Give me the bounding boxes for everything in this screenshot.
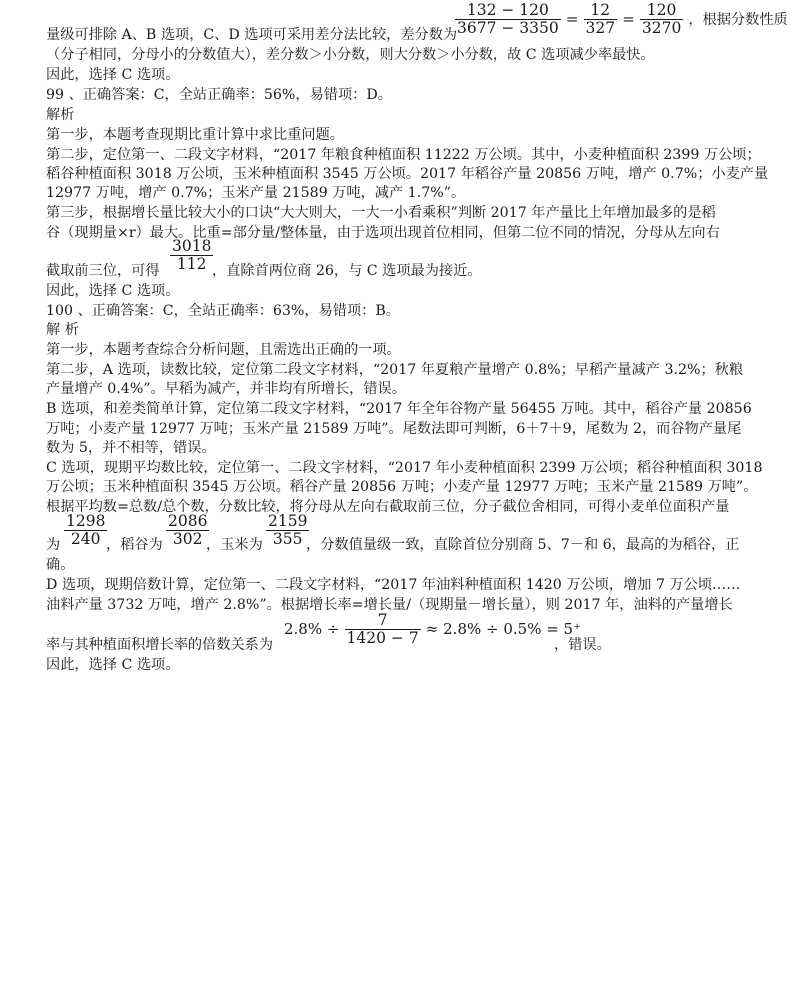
denominator: 302: [172, 530, 203, 548]
fraction: [640, 2, 683, 37]
denominator: 112: [176, 255, 207, 273]
section-heading: 解 析: [46, 322, 79, 338]
text-line: 因此，选择 C 选项。: [46, 657, 180, 673]
text-segment: ，稻谷为: [106, 537, 163, 553]
text-segment: 量级可排除 A、B 选项，C、D 选项可采用差分法比较，差分数为: [46, 27, 458, 43]
text-line: 因此，选择 C 选项。: [46, 67, 180, 83]
text-segment: 截取前三位，可得: [46, 263, 160, 279]
text-line: 因此，选择 C 选项。: [46, 283, 180, 299]
math-expression: [170, 238, 213, 273]
numerator: 3018: [172, 237, 212, 255]
text-segment: ，分数值量级一致，直除首位分别商 5、7－和 6，最高的为稻谷，正: [306, 537, 740, 553]
answer-line: 100 、正确答案：C，全站正确率：63%，易错项：B。: [46, 303, 400, 319]
text-line: 油料产量 3732 万吨，增产 2.8%”。根据增长率=增长量/（现期量－增长量），则 2017 年，油料的产量增长: [46, 597, 733, 613]
text-line: 第一步，本题考查综合分析问题，且需选出正确的一项。: [46, 342, 401, 358]
text-line: （分子相同，分母小的分数值大），差分数＞小分数，则大分数＞小分数，故 C 选项减少率最快。: [46, 47, 655, 63]
denominator: 240: [70, 530, 101, 548]
fraction: [170, 238, 213, 273]
text-segment: 为: [46, 537, 61, 553]
fraction: [266, 513, 309, 548]
text-line: 万吨；小麦产量 12977 万吨；玉米产量 21589 万吨”。尾数法即可判断，6＋7＋9，尾数为 2，而谷物产量尾: [46, 421, 742, 437]
numerator: 120: [640, 2, 683, 20]
text-segment: ，玉米为: [206, 537, 263, 553]
text-line: 万公顷；玉米种植面积 3545 万公顷。稻谷产量 20856 万吨；小麦产量 12977 万吨；玉米产量 21589 万吨”。: [46, 479, 758, 495]
text-line: 产量增产 0.4%”。早稻为减产，并非均有所增长，错误。: [46, 381, 406, 397]
fraction: [455, 2, 561, 37]
math-text: 2.8% ÷: [284, 620, 340, 638]
math-expression: [284, 612, 581, 647]
math-text: ≈ 2.8% ÷ 0.5% = 5⁺: [425, 620, 582, 638]
numerator: 1298: [66, 512, 106, 530]
math-expression: [266, 513, 309, 548]
equals-sign: =: [565, 10, 579, 28]
text-line: 12977 万吨，增产 0.7%；玉米产量 21589 万吨，减产 1.7%”。: [46, 185, 466, 201]
denominator: 1420 − 7: [346, 629, 419, 647]
denominator: 3270: [641, 19, 682, 37]
text-segment: ，直除首两位商 26，与 C 选项最为接近。: [212, 263, 482, 279]
text-line: 稻谷种植面积 3018 万公顷，玉米种植面积 3545 万公顷。2017 年稻谷产量 20856 万吨，增产 0.7%；小麦产量: [46, 166, 769, 182]
math-expression: [166, 513, 209, 548]
equals-sign: =: [622, 10, 635, 28]
text-segment: ，根据分数性质: [688, 12, 788, 28]
text-line: 确。: [46, 557, 75, 573]
text-line: 第二步，定位第一、二段文字材料，“2017 年粮食种植面积 11222 万公顷。其中，小麦种植面积 2399 万公顷；: [46, 147, 761, 163]
numerator: 12: [584, 2, 618, 20]
text-line: C 选项，现期平均数比较，定位第一、二段文字材料，“2017 年小麦种植面积 2399 万公顷；稻谷种植面积 3018: [46, 460, 763, 476]
text-line: 第一步，本题考查现期比重计算中求比重问题。: [46, 127, 344, 143]
text-line: [46, 26, 457, 44]
text-line: 根据平均数=总数/总个数，分数比较，将分母从左向右截取前三位，分子截位舍相同，可得小麦单位面积产量: [46, 499, 730, 515]
text-segment: ，错误。: [554, 637, 611, 653]
text-line: D 选项，现期倍数计算，定位第一、二段文字材料，“2017 年油料种植面积 1420 万公顷，增加 7 万公顷……: [46, 577, 741, 593]
numerator: 2159: [268, 512, 308, 530]
numerator: 7: [345, 612, 421, 630]
fraction: [166, 513, 209, 548]
numerator: 2086: [168, 512, 208, 530]
fraction: [64, 513, 107, 548]
text-line: [46, 262, 160, 280]
section-heading: 解析: [46, 107, 75, 123]
denominator: 3677 − 3350: [457, 19, 559, 37]
math-expression: [64, 513, 107, 548]
math-expression: [455, 2, 788, 37]
fraction: [584, 2, 618, 37]
text-line: 谷（现期量×r）最大。比重=部分量/整体量，由于选项出现首位相同，但第二位不同的情况，分母从左向右: [46, 225, 720, 241]
text-segment: 率与其种植面积增长率的倍数关系为: [46, 637, 274, 653]
text-line: B 选项，和差类简单计算，定位第二段文字材料，“2017 年全年谷物产量 56455 万吨。其中，稻谷产量 20856: [46, 401, 752, 417]
answer-line: 99 、正确答案：C，全站正确率：56%，易错项：D。: [46, 87, 392, 103]
fraction: [345, 612, 421, 647]
text-line: 第三步，根据增长量比较大小的口诀“大大则大，一大一小看乘积”判断 2017 年产量比上年增加最多的是稻: [46, 205, 716, 221]
numerator: 132 − 120: [455, 2, 561, 20]
denominator: 327: [585, 19, 616, 37]
text-line: 数为 5，并不相等，错误。: [46, 440, 216, 456]
text-line: 第二步，A 选项，读数比较，定位第二段文字材料，“2017 年夏粮产量增产 0.8%；早稻产量减产 3.2%；秋粮: [46, 362, 744, 378]
denominator: 355: [272, 530, 303, 548]
